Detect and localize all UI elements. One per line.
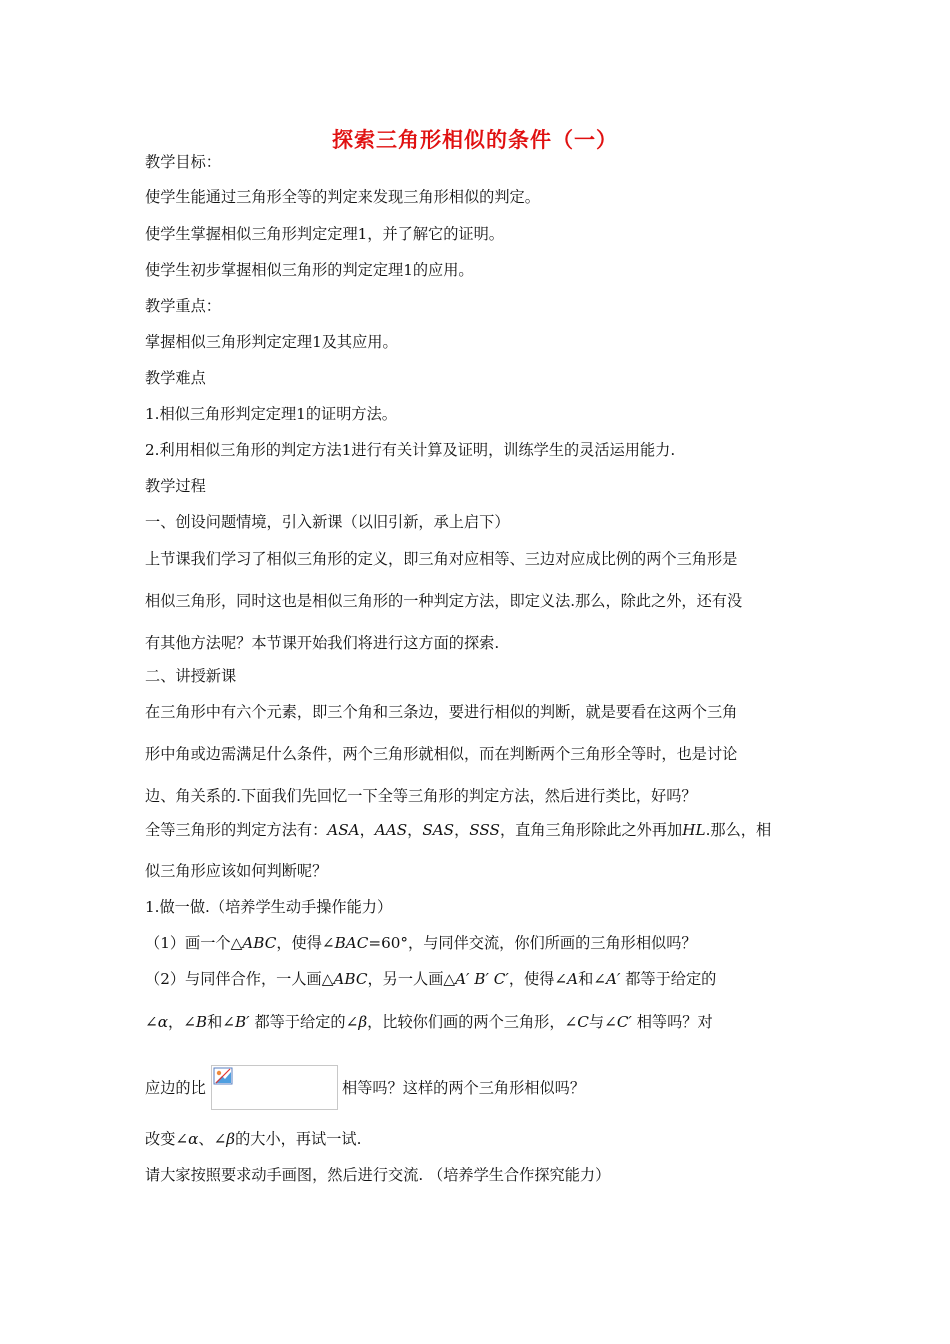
- question-2-line-1: （2）与同伴合作，一人画△ABC，另一人画△A′ B′ C′，使得∠A和∠A′ 都等于给定的: [145, 970, 717, 988]
- lesson-paragraph-line-2: 形中角或边需满足什么条件，两个三角形就相似，而在判断两个三角形全等时，也是讨论: [145, 745, 738, 763]
- key-point-1: 掌握相似三角形判定定理1及其应用。: [145, 333, 398, 351]
- section-1-heading: 一、创设问题情境，引入新课（以旧引新，承上启下）: [145, 513, 510, 531]
- question-2-line-3-start: 应边的比: [145, 1079, 206, 1097]
- question-2-line-3-end: 相等吗？这样的两个三角形相似吗？: [342, 1079, 585, 1097]
- closing-instruction: 请大家按照要求动手画图，然后进行交流. （培养学生合作探究能力）: [145, 1166, 611, 1184]
- broken-image-icon: [213, 1067, 233, 1085]
- difficulty-1: 1.相似三角形判定定理1的证明方法。: [145, 405, 397, 423]
- question-2-line-2: ∠α，∠B和∠B′ 都等于给定的∠β，比较你们画的两个三角形，∠C与∠C′ 相等吗？对: [145, 1013, 713, 1031]
- intro-paragraph-line-2: 相似三角形，同时这也是相似三角形的一种判定方法，即定义法.那么，除此之外，还有没: [145, 592, 743, 610]
- objective-3: 使学生初步掌握相似三角形的判定定理1的应用。: [145, 261, 474, 279]
- page-title: 探索三角形相似的条件（一）: [332, 128, 618, 152]
- objective-2: 使学生掌握相似三角形判定定理1，并了解它的证明。: [145, 225, 504, 243]
- change-angles-line: 改变∠α、∠β的大小，再试一试.: [145, 1130, 362, 1148]
- intro-paragraph-line-1: 上节课我们学习了相似三角形的定义，即三角对应相等、三边对应成比例的两个三角形是: [145, 550, 738, 568]
- lesson-paragraph-line-1: 在三角形中有六个元素，即三个角和三条边，要进行相似的判断，就是要看在这两个三角: [145, 703, 738, 721]
- formula-image-placeholder: [211, 1065, 338, 1110]
- congruence-methods-line: 全等三角形的判定方法有：ASA，AAS，SAS，SSS，直角三角形除此之外再加HL.那么，相: [145, 821, 772, 839]
- lesson-paragraph-line-3: 边、角关系的.下面我们先回忆一下全等三角形的判定方法，然后进行类比，好吗？: [145, 787, 697, 805]
- difficulties-heading: 教学难点: [145, 369, 206, 387]
- objective-1: 使学生能通过三角形全等的判定来发现三角形相似的判定。: [145, 188, 540, 206]
- process-heading: 教学过程: [145, 477, 206, 495]
- intro-paragraph-line-3: 有其他方法呢？本节课开始我们将进行这方面的探索.: [145, 634, 500, 652]
- difficulty-2: 2.利用相似三角形的判定方法1进行有关计算及证明，训练学生的灵活运用能力.: [145, 441, 676, 459]
- congruence-question-line: 似三角形应该如何判断呢？: [145, 862, 328, 880]
- activity-heading: 1.做一做.（培养学生动手操作能力）: [145, 898, 393, 916]
- section-2-heading: 二、讲授新课: [145, 667, 237, 685]
- objectives-heading: 教学目标：: [145, 153, 221, 171]
- key-points-heading: 教学重点：: [145, 297, 221, 315]
- question-1: （1）画一个△ABC，使得∠BAC=60°，与同伴交流，你们所画的三角形相似吗？: [145, 934, 697, 952]
